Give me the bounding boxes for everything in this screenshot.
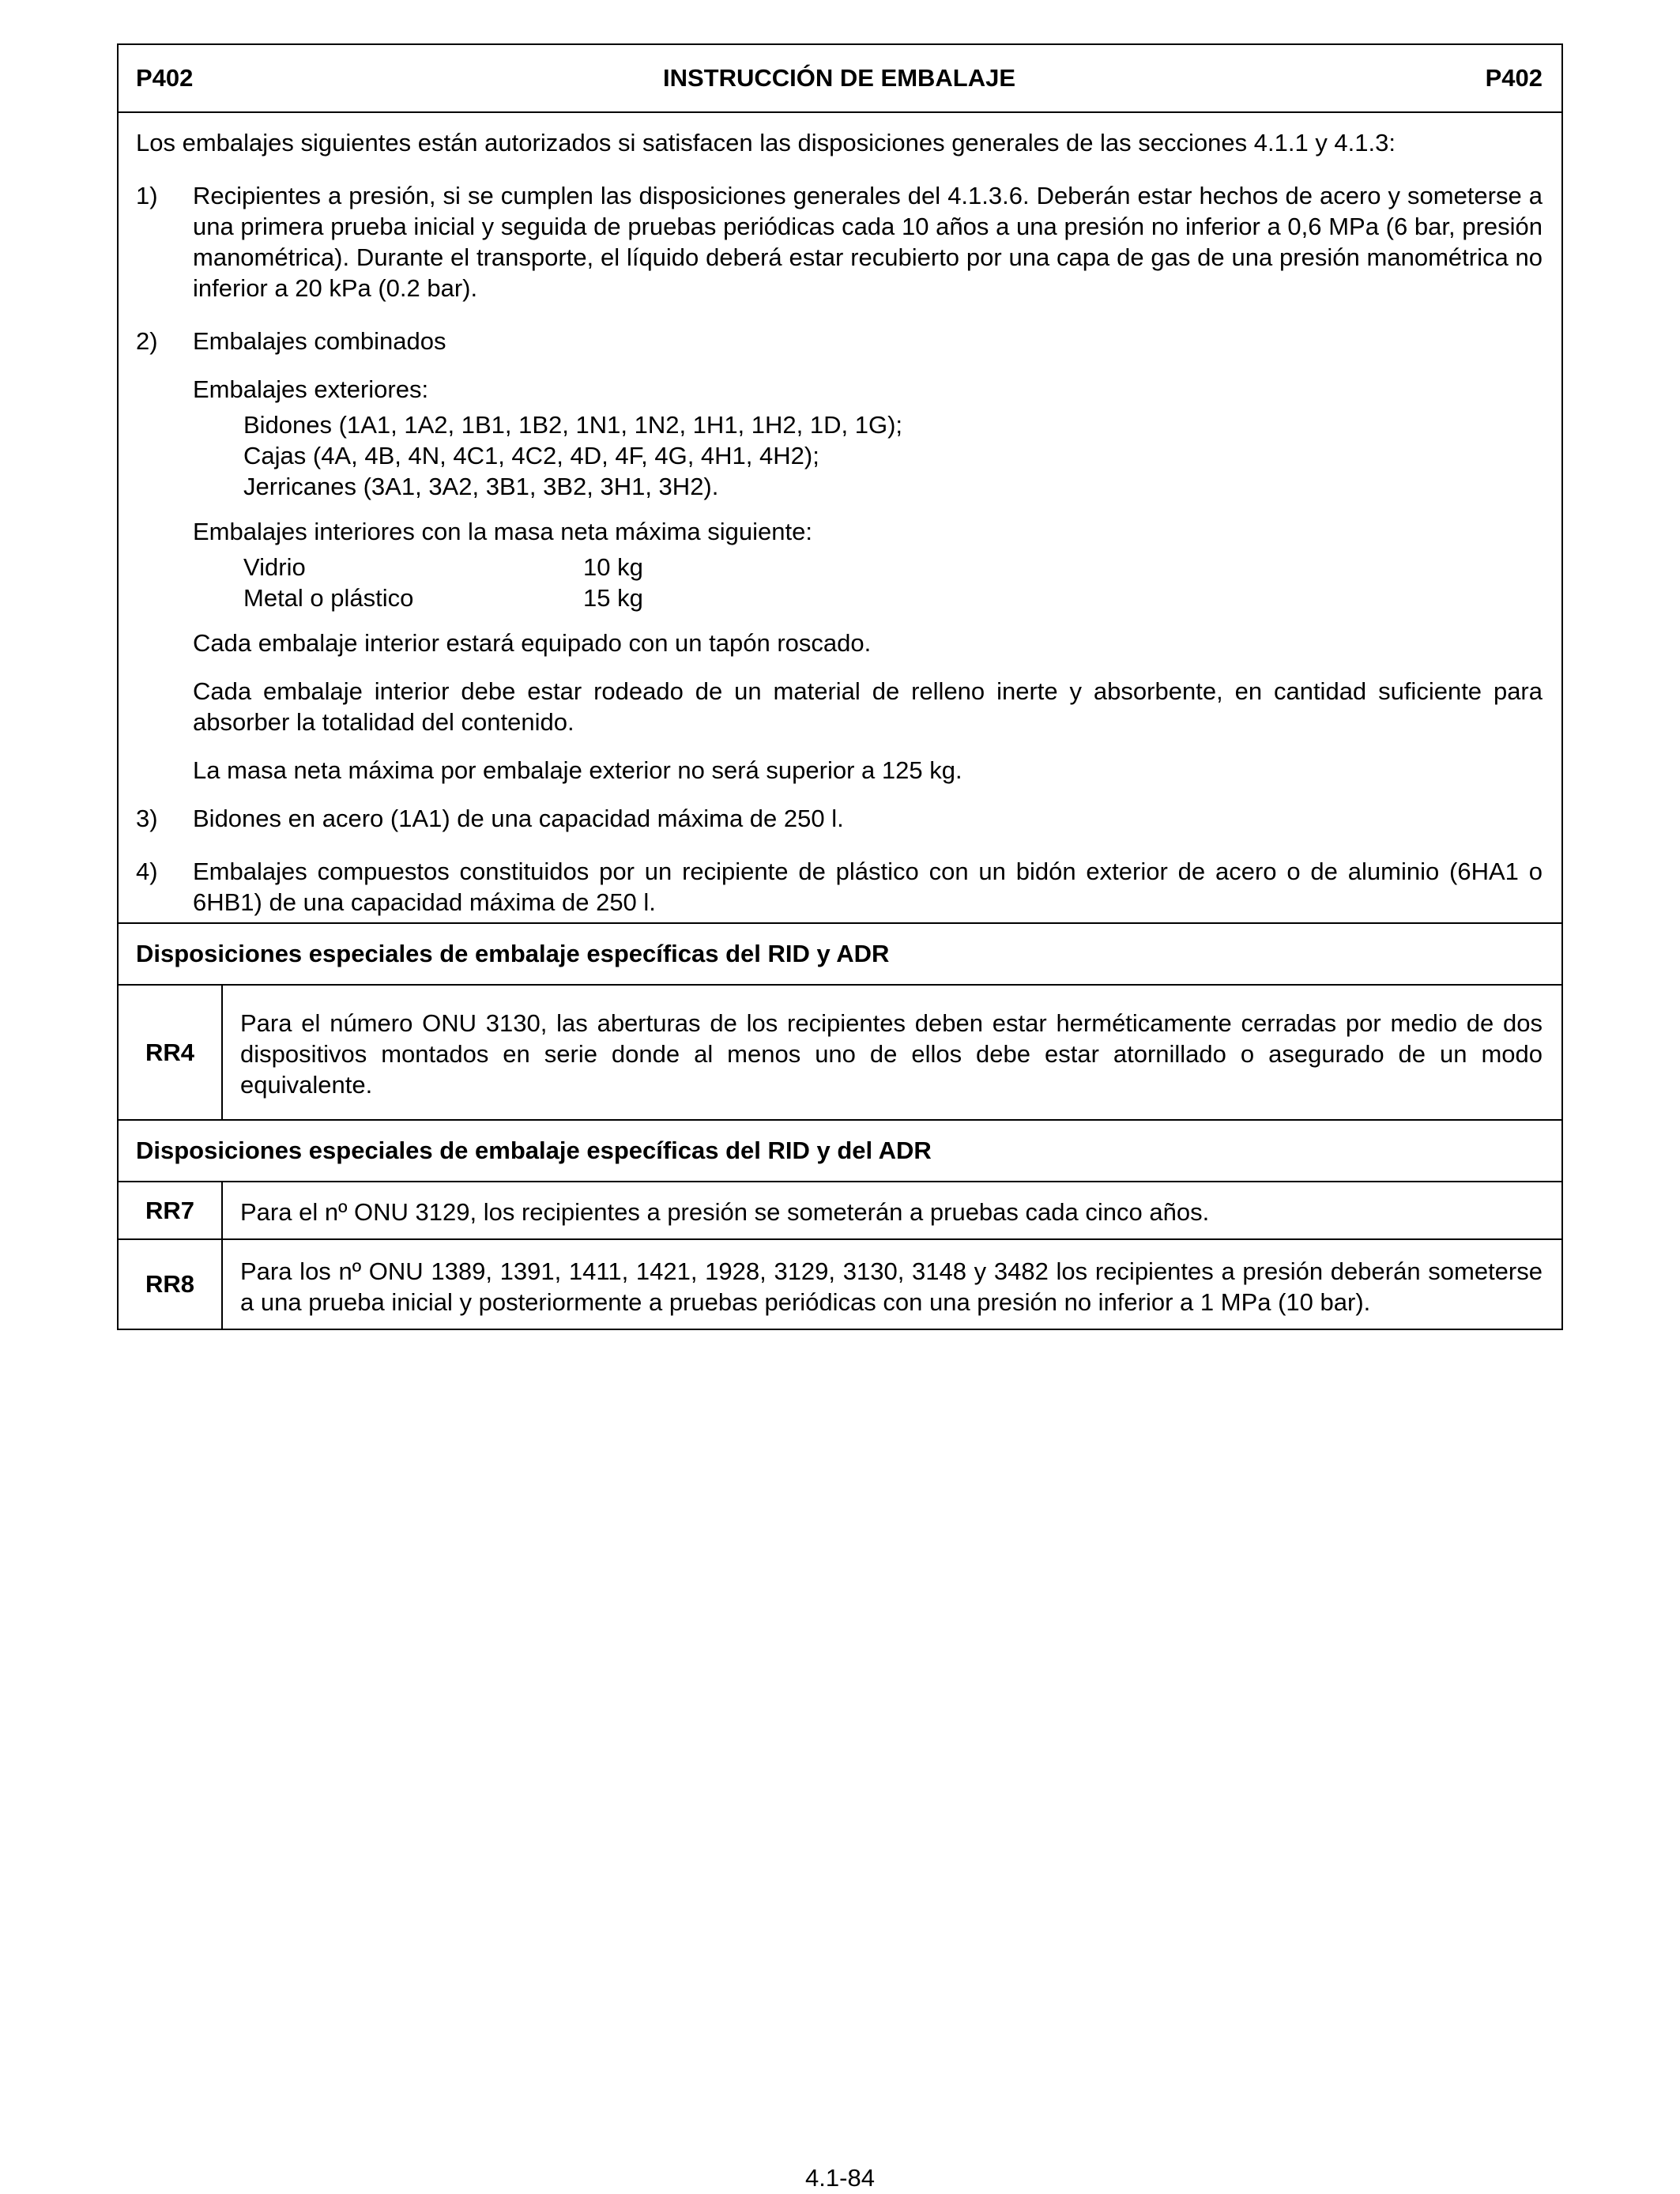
list-item — [136, 803, 1543, 834]
mass-row — [243, 582, 1543, 613]
material-mass: 10 kg — [583, 553, 643, 581]
table-row — [118, 985, 1562, 1120]
table-header-row — [118, 44, 1562, 112]
instruction-code-right: P402 — [1485, 64, 1543, 92]
list-item: Bidones (1A1, 1A2, 1B1, 1B2, 1N1, 1N2, 1H1, 1H2, 1D, 1G); — [243, 411, 903, 439]
list-item — [136, 180, 1543, 303]
combined-packaging-details — [193, 374, 1543, 786]
provision-text: Para el número ONU 3130, las aberturas de los recipientes deben estar herméticamente cerradas por medio de dos dispositivos montados en serie donde al menos uno de ellos debe estar atornillado o asegurado de un modo equivalente. — [222, 985, 1562, 1120]
provision-code: RR7 — [118, 1182, 222, 1239]
item-text: Bidones en acero (1A1) de una capacidad máxima de 250 l. — [193, 805, 844, 832]
list-item: Cajas (4A, 4B, 4N, 4C1, 4C2, 4D, 4F, 4G, 4H1, 4H2); — [243, 442, 819, 469]
note-paragraph: Cada embalaje interior debe estar rodeado de un material de relleno inerte y absorbente, en cantidad suficiente para absorber la totalidad del contenido. — [193, 677, 1543, 736]
page-number: 4.1-84 — [805, 2164, 875, 2192]
inner-mass-list — [243, 552, 1543, 613]
section-title-row — [118, 923, 1562, 985]
table-header — [119, 64, 1561, 92]
material-name: Vidrio — [243, 553, 306, 581]
inner-packaging-heading: Embalajes interiores con la masa neta máxima siguiente: — [193, 518, 812, 545]
section-title: Disposiciones especiales de embalaje específicas del RID y del ADR — [136, 1137, 932, 1164]
table-row — [118, 1182, 1562, 1239]
item-number: 4) — [136, 858, 158, 885]
instruction-body — [118, 112, 1562, 923]
section-title: Disposiciones especiales de embalaje específicas del RID y ADR — [136, 940, 890, 967]
instruction-body-row — [118, 112, 1562, 923]
instruction-title: INSTRUCCIÓN DE EMBALAJE — [662, 64, 1016, 92]
list-item — [136, 326, 1543, 356]
list-item — [136, 856, 1543, 918]
mass-row — [243, 552, 1543, 582]
outer-packaging-heading: Embalajes exteriores: — [193, 375, 429, 403]
instruction-code-left: P402 — [136, 64, 194, 92]
provision-code: RR4 — [118, 985, 222, 1120]
item-text: Embalajes compuestos constituidos por un recipiente de plástico con un bidón exterior de acero o de aluminio (6HA1 o 6HB1) de una capacidad máxima de 250 l. — [193, 858, 1543, 916]
material-mass: 15 kg — [583, 584, 643, 612]
provision-text: Para los nº ONU 1389, 1391, 1411, 1421, 1928, 3129, 3130, 3148 y 3482 los recipientes a presión deberán someterse a una prueba inicial y posteriormente a pruebas periódicas con una presión no inferior a 1 MPa (10 bar). — [222, 1239, 1562, 1329]
material-name: Metal o plástico — [243, 584, 414, 612]
note-paragraph: Cada embalaje interior estará equipado con un tapón roscado. — [193, 629, 872, 657]
item-text: Recipientes a presión, si se cumplen las disposiciones generales del 4.1.3.6. Deberán estar hechos de acero y someterse a una primera prueba inicial y seguida de pruebas periódicas cada 10 años a una presión no inferior a 0,6 MPa (6 bar, presión manométrica). Durante el transporte, el líquido deberá estar recubierto por una capa de gas de una presión manométrica no inferior a 20 kPa (0.2 bar). — [193, 182, 1543, 302]
packing-instruction-table — [117, 43, 1563, 1330]
section-title-row — [118, 1120, 1562, 1182]
outer-packaging-list — [243, 409, 1543, 502]
item-number: 1) — [136, 182, 158, 209]
list-item: Jerricanes (3A1, 3A2, 3B1, 3B2, 3H1, 3H2). — [243, 473, 719, 500]
table-row — [118, 1239, 1562, 1329]
item-number: 2) — [136, 327, 158, 355]
provision-code: RR8 — [118, 1239, 222, 1329]
intro-paragraph: Los embalajes siguientes están autorizados si satisfacen las disposiciones generales de las secciones 4.1.1 y 4.1.3: — [136, 129, 1396, 156]
item-text: Embalajes combinados — [193, 327, 446, 355]
note-paragraph: La masa neta máxima por embalaje exterior no será superior a 125 kg. — [193, 756, 962, 784]
item-number: 3) — [136, 805, 158, 832]
provision-text: Para el nº ONU 3129, los recipientes a presión se someterán a pruebas cada cinco años. — [222, 1182, 1562, 1239]
